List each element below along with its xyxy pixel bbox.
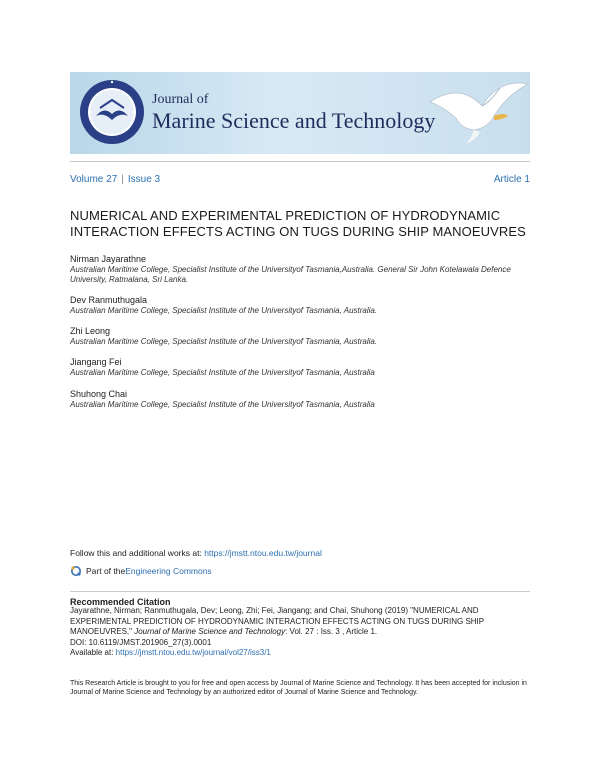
meta-separator: | (121, 174, 124, 185)
journal-banner (70, 72, 530, 154)
author-block (70, 326, 540, 347)
journal-name-line1: Journal of (152, 92, 209, 107)
access-note: This Research Article is brought to you for free and open access by Journal of Marine Science and Technology. It has been accepted for inclusion in Journal of Marine Science and Technology by an authorized editor of Journal of Marine Science and Technology. (70, 680, 527, 696)
part-of-line (70, 565, 212, 577)
citation-journal: Journal of Marine Science and Technology (134, 627, 286, 636)
citation-body (70, 606, 532, 659)
part-of-text: Part of the (86, 566, 126, 576)
citation-text: Jayarathne, Nirman; Ranmuthugala, Dev; Leong, Zhi; Fei, Jiangang; and Chai, Shuhong (2019) "NUMERICAL AND EXPERIMENTAL PREDICTION OF HYDRODYNAMIC INTERACTION EFFECTS ACTING ON TUGS DURING SHIP MANOEUVRES," (70, 606, 484, 636)
volume-link[interactable]: Volume 27 (70, 174, 118, 185)
author-affiliation: Australian Maritime College, Specialist Institute of the Universityof Tasmania, Australia. (70, 306, 378, 315)
journal-url-link[interactable]: https://jmstt.ntou.edu.tw/journal (204, 548, 322, 558)
author-affiliation: Australian Maritime College, Specialist Institute of the Universityof Tasmania,Australia. General Sir John Kotelawala Defence University, Ratmalana, Sri Lanka. (70, 265, 511, 284)
commons-network-icon (70, 565, 82, 577)
article-number[interactable]: Article 1 (493, 174, 530, 185)
available-url-link[interactable]: https://jmstt.ntou.edu.tw/journal/vol27/iss3/1 (115, 648, 271, 657)
author-block (70, 254, 540, 285)
author-affiliation: Australian Maritime College, Specialist Institute of the Universityof Tasmania, Australia (70, 368, 375, 377)
issue-link[interactable]: Issue 3 (127, 174, 161, 185)
author-affiliation: Australian Maritime College, Specialist Institute of the Universityof Tasmania, Australia. (70, 337, 378, 346)
citation-divider (70, 591, 530, 592)
follow-text: Follow this and additional works at: (70, 548, 205, 558)
university-seal-icon (78, 78, 146, 146)
engineering-commons-link[interactable]: Engineering Commons (125, 566, 212, 576)
author-name: Dev Ranmuthugala (70, 295, 148, 305)
follow-line (70, 548, 322, 558)
author-block (70, 357, 540, 378)
journal-name-line2: Marine Science and Technology (152, 108, 436, 133)
author-name: Zhi Leong (70, 326, 111, 336)
header-divider (70, 161, 530, 162)
author-block (70, 389, 540, 410)
citation-volume: : Vol. 27 : Iss. 3 , Article 1. (285, 627, 378, 636)
volume-issue (70, 174, 160, 185)
author-block (70, 295, 540, 316)
citation-doi: DOI: 10.6119/JMST.201906_27(3).0001 (70, 637, 212, 647)
seagull-icon (420, 72, 530, 154)
citation-heading: Recommended Citation (70, 597, 171, 607)
author-name: Jiangang Fei (70, 357, 122, 367)
author-name: Shuhong Chai (70, 389, 128, 399)
available-label: Available at: (70, 648, 116, 657)
author-affiliation: Australian Maritime College, Specialist Institute of the Universityof Tasmania, Australia (70, 400, 375, 409)
author-name: Nirman Jayarathne (70, 254, 147, 264)
article-title: NUMERICAL AND EXPERIMENTAL PREDICTION OF HYDRODYNAMIC INTERACTION EFFECTS ACTING ON TUGS DURING SHIP MANOEUVRES (70, 208, 526, 239)
